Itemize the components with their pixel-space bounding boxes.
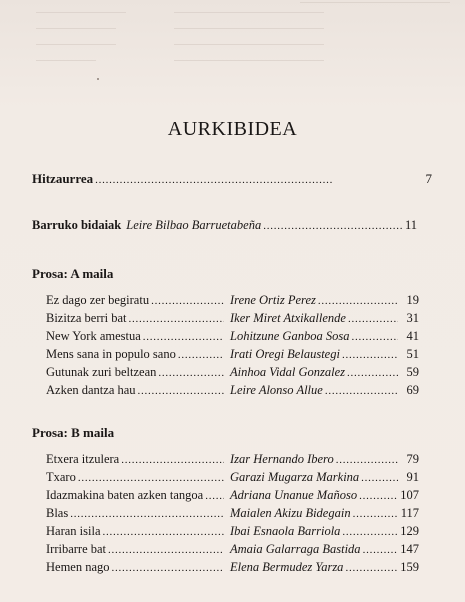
toc-intro-entry[interactable] bbox=[32, 171, 432, 187]
entry-title: Ez dago zer begiratu bbox=[46, 293, 150, 307]
dot-leader bbox=[151, 293, 224, 308]
toc-intro-label: Hitzaurrea bbox=[32, 171, 94, 186]
entry-page: 147 bbox=[400, 542, 419, 556]
toc-barruko-author: Leire Bilbao Barruetabeña bbox=[126, 218, 262, 232]
dot-leader bbox=[129, 311, 224, 326]
entry-title: Irribarre bat bbox=[46, 542, 107, 556]
entry-author: Izar Hernando Ibero bbox=[230, 452, 334, 466]
page-speck bbox=[97, 78, 99, 80]
toc-entry[interactable] bbox=[46, 365, 419, 381]
toc-entry[interactable] bbox=[46, 470, 419, 486]
toc-entry[interactable] bbox=[46, 311, 419, 327]
entry-author: Irati Oregi Belaustegi bbox=[230, 347, 340, 361]
toc-entry[interactable] bbox=[46, 506, 419, 522]
entry-title: Txaro bbox=[46, 470, 76, 484]
entry-author: Ainhoa Vidal Gonzalez bbox=[230, 365, 346, 379]
toc-entry[interactable] bbox=[46, 488, 419, 504]
dot-leader bbox=[121, 452, 224, 467]
entry-title: Hemen nago bbox=[46, 560, 110, 574]
dot-leader bbox=[108, 542, 224, 557]
toc-entry[interactable] bbox=[46, 560, 419, 576]
entry-title: Blas bbox=[46, 506, 69, 520]
show-through-text bbox=[0, 2, 465, 68]
toc-entry[interactable] bbox=[46, 542, 419, 558]
dot-leader bbox=[325, 383, 398, 398]
entry-title: Mens sana in populo sano bbox=[46, 347, 176, 361]
entry-author: Amaia Galarraga Bastida bbox=[230, 542, 361, 556]
entry-page: 117 bbox=[400, 506, 419, 520]
entry-page: 107 bbox=[400, 488, 419, 502]
entry-page: 91 bbox=[406, 470, 419, 484]
toc-entry[interactable] bbox=[46, 293, 419, 309]
entry-author: Leire Alonso Allue bbox=[230, 383, 323, 397]
dot-leader bbox=[138, 383, 224, 398]
dot-leader bbox=[103, 524, 225, 539]
dot-leader bbox=[205, 488, 224, 503]
entry-page: 51 bbox=[406, 347, 419, 361]
dot-leader bbox=[143, 329, 224, 344]
entry-author: Garazi Mugarza Markina bbox=[230, 470, 360, 484]
entry-author: Irene Ortiz Perez bbox=[230, 293, 316, 307]
entry-author: Maialen Akizu Bidegain bbox=[230, 506, 351, 520]
toc-barruko-entry[interactable] bbox=[32, 218, 417, 233]
toc-barruko-label: Barruko bidaiak bbox=[32, 218, 122, 232]
entry-title: New York amestua bbox=[46, 329, 141, 343]
toc-barruko-page: 11 bbox=[404, 218, 417, 232]
entry-title: Haran isila bbox=[46, 524, 101, 538]
dot-leader bbox=[112, 560, 224, 575]
entry-title: Bizitza berri bat bbox=[46, 311, 127, 325]
entry-author: Adriana Unanue Mañoso bbox=[230, 488, 358, 502]
entry-page: 31 bbox=[406, 311, 419, 325]
dot-leader bbox=[95, 171, 423, 187]
dot-leader bbox=[263, 218, 403, 233]
dot-leader bbox=[158, 365, 224, 380]
entry-title: Gutunak zuri beltzean bbox=[46, 365, 157, 379]
toc-entry[interactable] bbox=[46, 347, 419, 363]
toc-intro-page: 7 bbox=[425, 171, 432, 186]
toc-entry[interactable] bbox=[46, 383, 419, 399]
section-heading-b: Prosa: B maila bbox=[32, 425, 115, 440]
page-title: AURKIBIDEA bbox=[167, 118, 298, 140]
entry-page: 41 bbox=[406, 329, 419, 343]
toc-entry[interactable] bbox=[46, 524, 419, 540]
dot-leader bbox=[178, 347, 224, 362]
entry-page: 59 bbox=[406, 365, 419, 379]
entry-page: 79 bbox=[406, 452, 419, 466]
entry-page: 159 bbox=[400, 560, 419, 574]
entry-author: Lohitzune Ganboa Sosa bbox=[230, 329, 350, 343]
entry-title: Idazmakina baten azken tangoa bbox=[46, 488, 204, 502]
toc-entry[interactable] bbox=[46, 329, 419, 345]
entry-author: Elena Bermudez Yarza bbox=[230, 560, 344, 574]
entry-page: 69 bbox=[406, 383, 419, 397]
dot-leader bbox=[318, 293, 398, 308]
entry-title: Etxera itzulera bbox=[46, 452, 120, 466]
section-heading-a: Prosa: A maila bbox=[32, 266, 114, 281]
dot-leader bbox=[78, 470, 224, 485]
entry-author: Ibai Esnaola Barriola bbox=[230, 524, 341, 538]
dot-leader bbox=[70, 506, 224, 521]
entry-page: 129 bbox=[400, 524, 419, 538]
entry-title: Azken dantza hau bbox=[46, 383, 136, 397]
toc-entry[interactable] bbox=[46, 452, 419, 468]
entry-author: Iker Miret Atxikallende bbox=[230, 311, 346, 325]
entry-page: 19 bbox=[406, 293, 419, 307]
